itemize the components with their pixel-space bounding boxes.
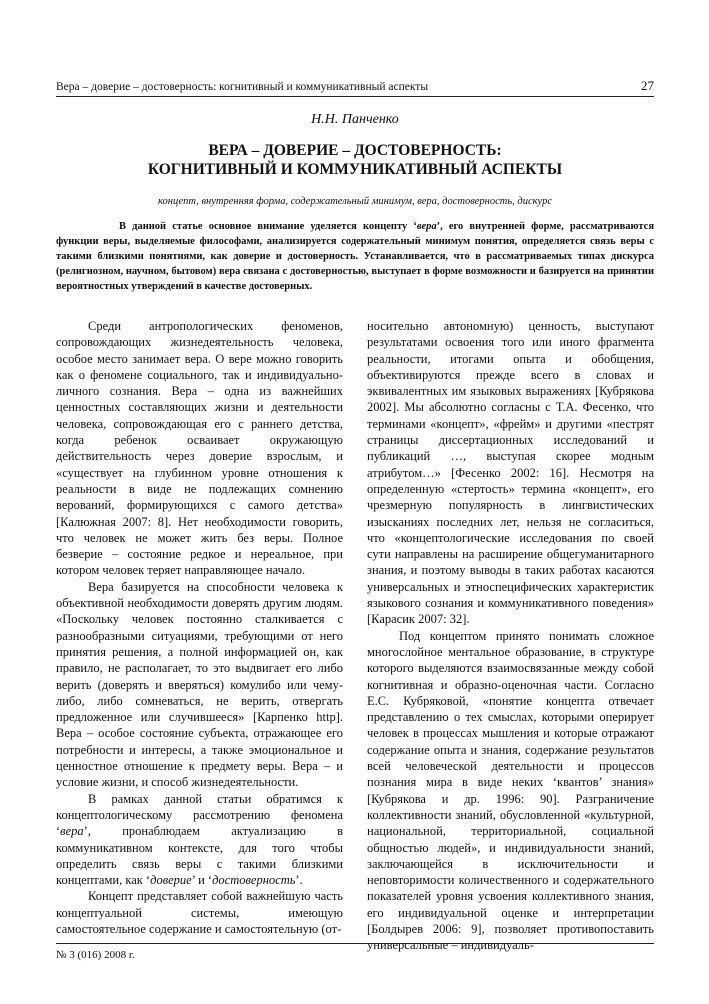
page-number: 27 xyxy=(641,78,654,93)
paragraph: Среди антропологических феноменов, сопровождающих жизнедеятельность человека, особое место занимает вера. О вере можно говорить как о феномене социального, так и индивидуально-личного сознания. Вера – одна из важнейших ценностных составляющих жизни и деятельности человека, сопровождающая его с раннего детства, когда ребенок осваивает окружающую действительность через доверие взрослым, и «существует на глубинном уровне отношения к реальности в виде не подлежащих сомнению верований, формирующихся с самого детства» [Калюжная 2007: 8]. Нет необходимости говорить, что человек не может жить без веры. Полное безверие – состояние редкое и нереальное, при котором человек теряет направляющее начало. xyxy=(56,319,343,578)
right-column xyxy=(367,318,654,954)
abstract xyxy=(56,219,654,294)
header-rule xyxy=(56,96,654,97)
paragraph: Под концептом принято понимать сложное многослойное ментальное образование, в структуре которого выделяются взаимосвязанные между собой когнитивная и образно-оценочная части. Согласно Е.С. Кубряковой, «понятие концепта отвечает представлению о тех смыслах, которыми оперирует человек в процессах мышления и которые отражают содержание опыта и знания, содержание результатов всей человеческой деятельности и процессов познания мира в виде неких ‘квантов’ знания» [Кубрякова и др. 1996: 90]. Разграничение коллективности знаний, обусловленной «культурной, национальной, территориальной, социальной общностью людей», и индивидуальности знаний, заключающейся в исключительности и неповторимости количественного и содержательного показателей уровня усвоения коллективного знания, его индивидуальной оценке и интерпретации [Болдырев 2006: 9], позволяет противопоставить универсальные – индивидуаль- xyxy=(367,628,654,953)
term-doverie: доверие xyxy=(150,873,192,888)
text-run: ’ и ‘ xyxy=(191,873,213,888)
paragraph-continued: носительно автономную) ценность, выступают результатами освоения того или иного фрагмента реальности, итогами опыта и обобщения, объективируются прежде всего в словах и эквивалентных им языковых выражениях [Кубрякова 2002]. Мы абсолютно согласны с Т.А. Фесенко, что терминами «концепт», «фрейм» и другими «пестрят страницы диссертационных исследований и публикаций …, выступая скорее модным атрибутом…» [Фесенко 2002: 16]. Несмотря на определенную «стертость» термина «концепт», его чрезмерную популярность в лингвистических изысканиях последних лет, нельзя не согласиться, что «концептологические исследования по своей сути направлены на расширение общегуманитарного знания, и поэтому выводы в таких работах касаются универсальных и этноспецифических характеристик языкового сознания и коммуникативного поведения» [Карасик 2007: 32]. xyxy=(367,319,654,627)
running-title: Вера – доверие – достоверность: когнитивный и коммуникативный аспекты xyxy=(56,81,429,93)
article-title xyxy=(56,141,654,179)
paragraph: Концепт представляет собой важнейшую часть концептуальной системы, имеющую самостоятельное содержание и самостоятельную (от- xyxy=(56,889,343,936)
term-vera: вера xyxy=(60,824,84,839)
text-run: ’. xyxy=(295,873,303,888)
running-header xyxy=(56,80,654,96)
abstract-part-2: ’, его внутренней форме, рассматриваются функции веры, выделяемые философами, анализируется содержательный минимум понятия, определяется связь веры с такими близкими понятиями, как доверие и достоверность. Устанавливается, что в рассматриваемых типах дискурса (религиозном, научном, бытовом) вера связана с достоверностью, выступает в форме возможности и базируется на принятии вероятностных утверждений в качестве достоверных. xyxy=(56,221,654,292)
keywords: концепт, внутренняя форма, содержательный минимум, вера, достоверность, дискурс xyxy=(158,196,552,207)
term-dostovernost: достоверность xyxy=(212,873,296,888)
abstract-part-1: В данной статье основное внимание уделяется концепту ‘ xyxy=(119,221,417,232)
title-line-2: КОГНИТИВНЫЙ И КОММУНИКАТИВНЫЙ АСПЕКТЫ xyxy=(147,161,563,178)
footer-rule xyxy=(56,943,654,944)
abstract-term: вера xyxy=(416,221,437,232)
text-run: ’, пронаблюдаем актуализацию в коммуникативном контексте, для того чтобы определить связь веры с такими близкими концептами, как ‘ xyxy=(56,824,343,888)
left-column xyxy=(56,318,343,937)
paragraph: Вера базируется на способности человека к объективной необходимости доверять другим людям. «Поскольку человек постоянно сталкивается с разнообразными ситуациями, требующими от него принятия решения, а полной информацией он, как правило, не располагает, то это выдвигает его либо верить (доверять и вверяться) комулибо или чему-либо, либо сомневаться, не верить, отвергать предложенное или случившееся» [Карпенко http]. Вера – особое состояние субъекта, отражающее его потребности и интересы, а также эмоциональное и ценностное отношение к предмету веры. Вера – и условие жизни, и способ жизнедеятельности. xyxy=(56,579,343,790)
paragraph xyxy=(56,791,343,889)
text-run: В рамках данной статьи обратимся к концептологическому рассмотрению феномена ‘ xyxy=(56,791,343,839)
title-line-1: ВЕРА – ДОВЕРИЕ – ДОСТОВЕРНОСТЬ: xyxy=(208,142,502,159)
author-name: Н.Н. Панченко xyxy=(311,112,399,127)
issue-footer: № 3 (016) 2008 г. xyxy=(56,949,135,961)
